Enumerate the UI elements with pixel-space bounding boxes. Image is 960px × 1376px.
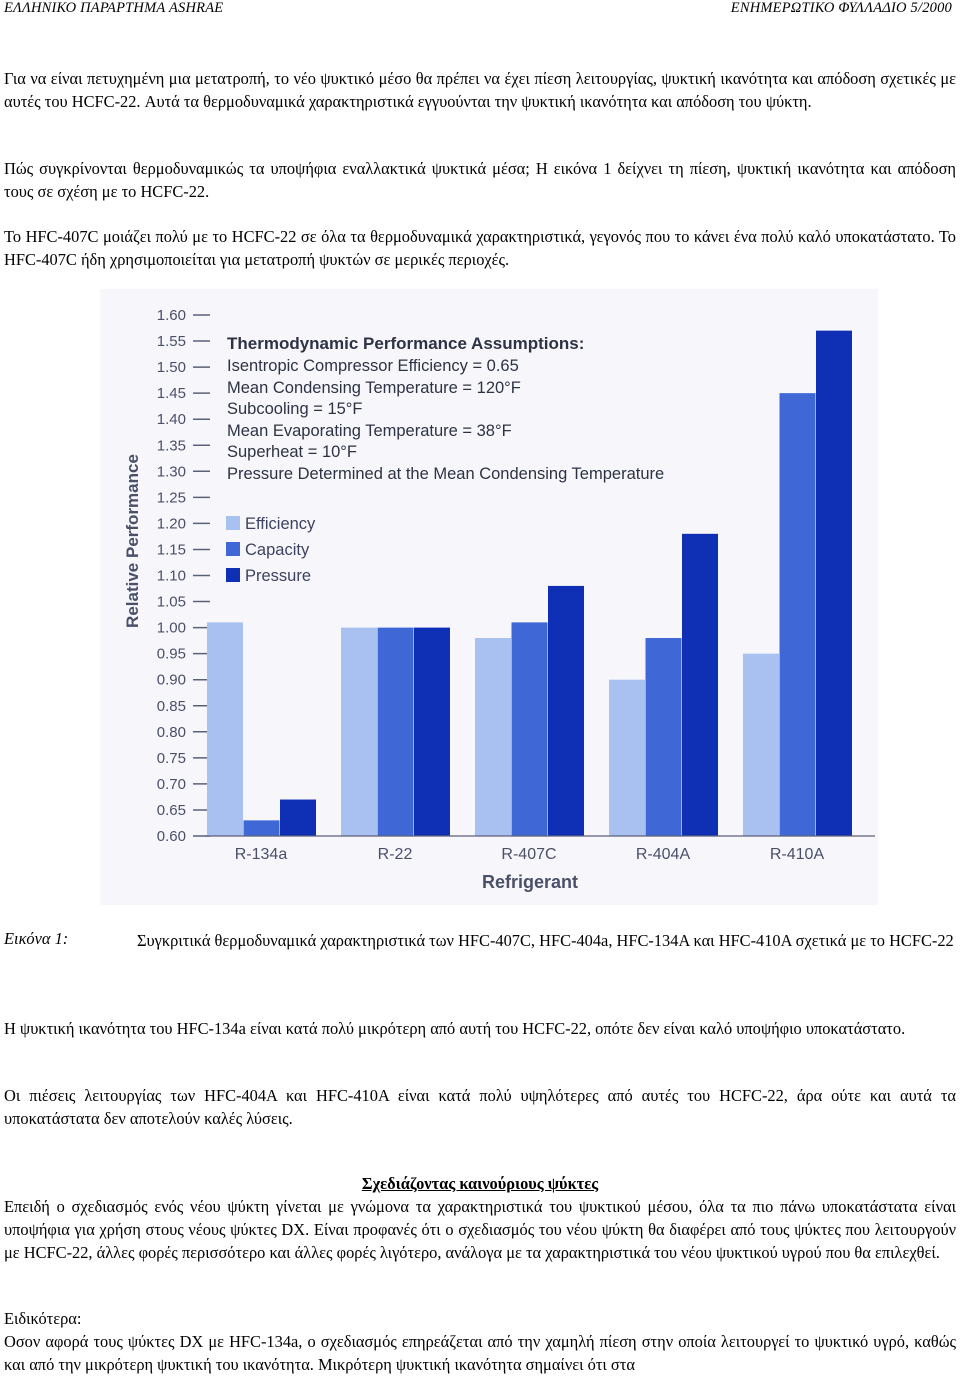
assumptions-block (227, 334, 664, 483)
assumption-line: Superheat = 10°F (227, 443, 357, 461)
bar-pressure-r-134a (280, 800, 316, 836)
header-left-title: ΕΛΛΗΝΙΚΟ ΠΑΡΑΡΤΗΜΑ ASHRAE (4, 0, 224, 16)
bar-efficiency-r-404a (609, 680, 645, 836)
bar-capacity-r-404a (646, 638, 682, 836)
paragraph-dx-134a: Οσον αφορά τους ψύκτες DX με HFC-134a, ο σχεδιασμός επηρεάζεται από την χαμηλή πίεση στην οποία λειτουργεί το ψυκτικό υγρό, καθώς και από την μικρότερη ψυκτική του ικανότητα. Μικρότερη ψυκτική ικανότητα σημαίνει ότι στα (4, 1332, 956, 1374)
y-tick-label: 1.45 (156, 385, 186, 403)
y-tick-label: 0.75 (156, 749, 186, 767)
x-axis-label: Refrigerant (481, 872, 579, 892)
legend (226, 515, 316, 585)
paragraph-134a: Η ψυκτική ικανότητα του HFC-134a είναι κατά πολύ μικρότερη από αυτή του HCFC-22, οπότε δεν είναι καλό υποψήφιο υποκατάστατο. (4, 1019, 906, 1038)
assumption-line: Subcooling = 15°F (227, 400, 363, 418)
y-axis (157, 307, 210, 845)
figure-caption-text: Συγκριτικά θερμοδυναμικά χαρακτηριστικά των HFC-407C, HFC-404a, HFC-134A και HFC-410A σχετικά με το HCFC-22 (137, 931, 954, 950)
paragraph-comparison: Πώς συγκρίνονται θερμοδυναμικώς τα υποψήφια εναλλακτικά ψυκτικά μέσα; Η εικόνα 1 δείχνει τη πίεση, ψυκτική ικανότητα και απόδοση τους σε σχέση με το HCFC-22. (4, 159, 956, 201)
bar-capacity-r-134a (244, 820, 280, 836)
y-tick-label: 1.55 (156, 333, 186, 351)
bar-pressure-r-407c (548, 586, 584, 836)
y-axis-label: Relative Performance (123, 454, 142, 628)
paragraph-intro: Για να είναι πετυχημένη μια μετατροπή, το νέο ψυκτικό μέσο θα πρέπει να έχει πίεση λειτουργίας, ψυκτική ικανότητα και απόδοση σχετικές με αυτές του HCFC-22. Αυτά τα θερμοδυναμικά χαρακτηριστικά εγγυούνται την ψυκτική ικανότητα και απόδοση του ψύκτη. (4, 69, 956, 111)
assumption-line: Mean Evaporating Temperature = 38°F (227, 422, 512, 440)
legend-swatch-efficiency (226, 516, 240, 530)
y-tick-label: 0.60 (156, 828, 186, 845)
y-tick-label: 1.15 (156, 541, 186, 559)
y-tick-label: 1.60 (156, 307, 186, 324)
bar-efficiency-r-134a (207, 622, 243, 836)
y-tick-label: 1.05 (156, 593, 186, 611)
bar-pressure-r-410a (816, 331, 852, 836)
x-tick-label: R-134a (234, 846, 288, 863)
bar-efficiency-r-407c (475, 638, 511, 836)
figure-caption-label: Εικόνα 1: (4, 929, 69, 948)
legend-label-capacity: Capacity (245, 541, 310, 559)
y-tick-label: 1.50 (156, 359, 186, 377)
legend-label-efficiency: Efficiency (245, 515, 316, 533)
y-tick-label: 1.00 (156, 619, 186, 637)
section-title (0, 1174, 960, 1194)
y-tick-label: 1.35 (156, 437, 186, 455)
performance-chart (100, 289, 878, 905)
bar-efficiency-r-410a (743, 654, 779, 836)
paragraph-404a-410a: Οι πιέσεις λειτουργίας των HFC-404A και HFC-410A είναι κατά πολύ υψηλότερες από αυτές του HCFC-22, άρα ούτε και αυτά τα υποκατάστατα δεν αποτελούν καλές λύσεις. (4, 1086, 956, 1128)
legend-swatch-capacity (226, 542, 240, 556)
legend-swatch-pressure (226, 568, 240, 582)
paragraph-407c: Το HFC-407C μοιάζει πολύ με το HCFC-22 σε όλα τα θερμοδυναμικά χαρακτηριστικά, γεγονός που το κάνει ένα πολύ καλό υποκατάστατο. Το HFC-407C ήδη χρησιμοποιείται για μετατροπή ψυκτών σε μερικές περιοχές. (4, 227, 956, 269)
assumption-line: Isentropic Compressor Efficiency = 0.65 (227, 357, 519, 375)
bar-capacity-r-407c (512, 622, 548, 836)
section-title-text: Σχεδιάζοντας καινούριους ψύκτες (361, 1174, 599, 1193)
performance-chart-svg (100, 289, 878, 905)
y-tick-label: 1.30 (156, 463, 186, 481)
y-tick-label: 0.95 (156, 645, 186, 663)
y-tick-label: 1.20 (156, 515, 186, 533)
bar-pressure-r-404a (682, 534, 718, 836)
bar-capacity-r-410a (780, 393, 816, 836)
x-tick-label: R-404A (635, 846, 691, 863)
bar-pressure-r-22 (414, 628, 450, 836)
assumption-line: Pressure Determined at the Mean Condensing Temperature (227, 465, 665, 483)
header-right-issue: ΕΝΗΜΕΡΩΤΙΚΟ ΦΥΛΛΑΔΙΟ 5/2000 (730, 0, 952, 16)
bar-capacity-r-22 (378, 628, 414, 836)
bar-efficiency-r-22 (341, 628, 377, 836)
y-tick-label: 0.65 (156, 801, 186, 819)
y-tick-label: 0.70 (156, 775, 186, 793)
y-tick-label: 1.40 (156, 411, 186, 429)
y-tick-label: 0.90 (156, 671, 186, 689)
paragraph-design: Επειδή ο σχεδιασμός ενός νέου ψύκτη γίνεται με γνώμονα τα χαρακτηριστικά του ψυκτικού μέσου, όλα τα πιο πάνω υποκατάστατα είναι υποψήφια για χρήση στους νέους ψύκτες DX. Είναι προφανές ότι ο σχεδιασμός του νέου ψύκτη θα διαφέρει από τους ψύκτες που λειτουργούν με HCFC-22, άλλες φορές περισσότερο και άλλες φορές λιγότερο, ανάλογα με τα χαρακτηριστικά του νέου ψυκτικού υγρού που θα επιλεχθεί. (4, 1197, 956, 1262)
x-tick-label: R-22 (377, 846, 413, 863)
y-tick-label: 0.80 (156, 723, 186, 741)
assumptions-title: Thermodynamic Performance Assumptions: (227, 334, 585, 353)
x-axis (205, 836, 875, 863)
x-tick-label: R-410A (769, 846, 825, 863)
x-tick-label: R-407C (501, 846, 557, 863)
y-tick-label: 1.25 (156, 489, 186, 507)
legend-label-pressure: Pressure (245, 567, 312, 585)
y-tick-label: 0.85 (156, 697, 186, 715)
assumption-line: Mean Condensing Temperature = 120°F (227, 379, 521, 397)
y-tick-label: 1.10 (156, 567, 186, 585)
paragraph-specifically: Ειδικότερα: (4, 1309, 82, 1328)
